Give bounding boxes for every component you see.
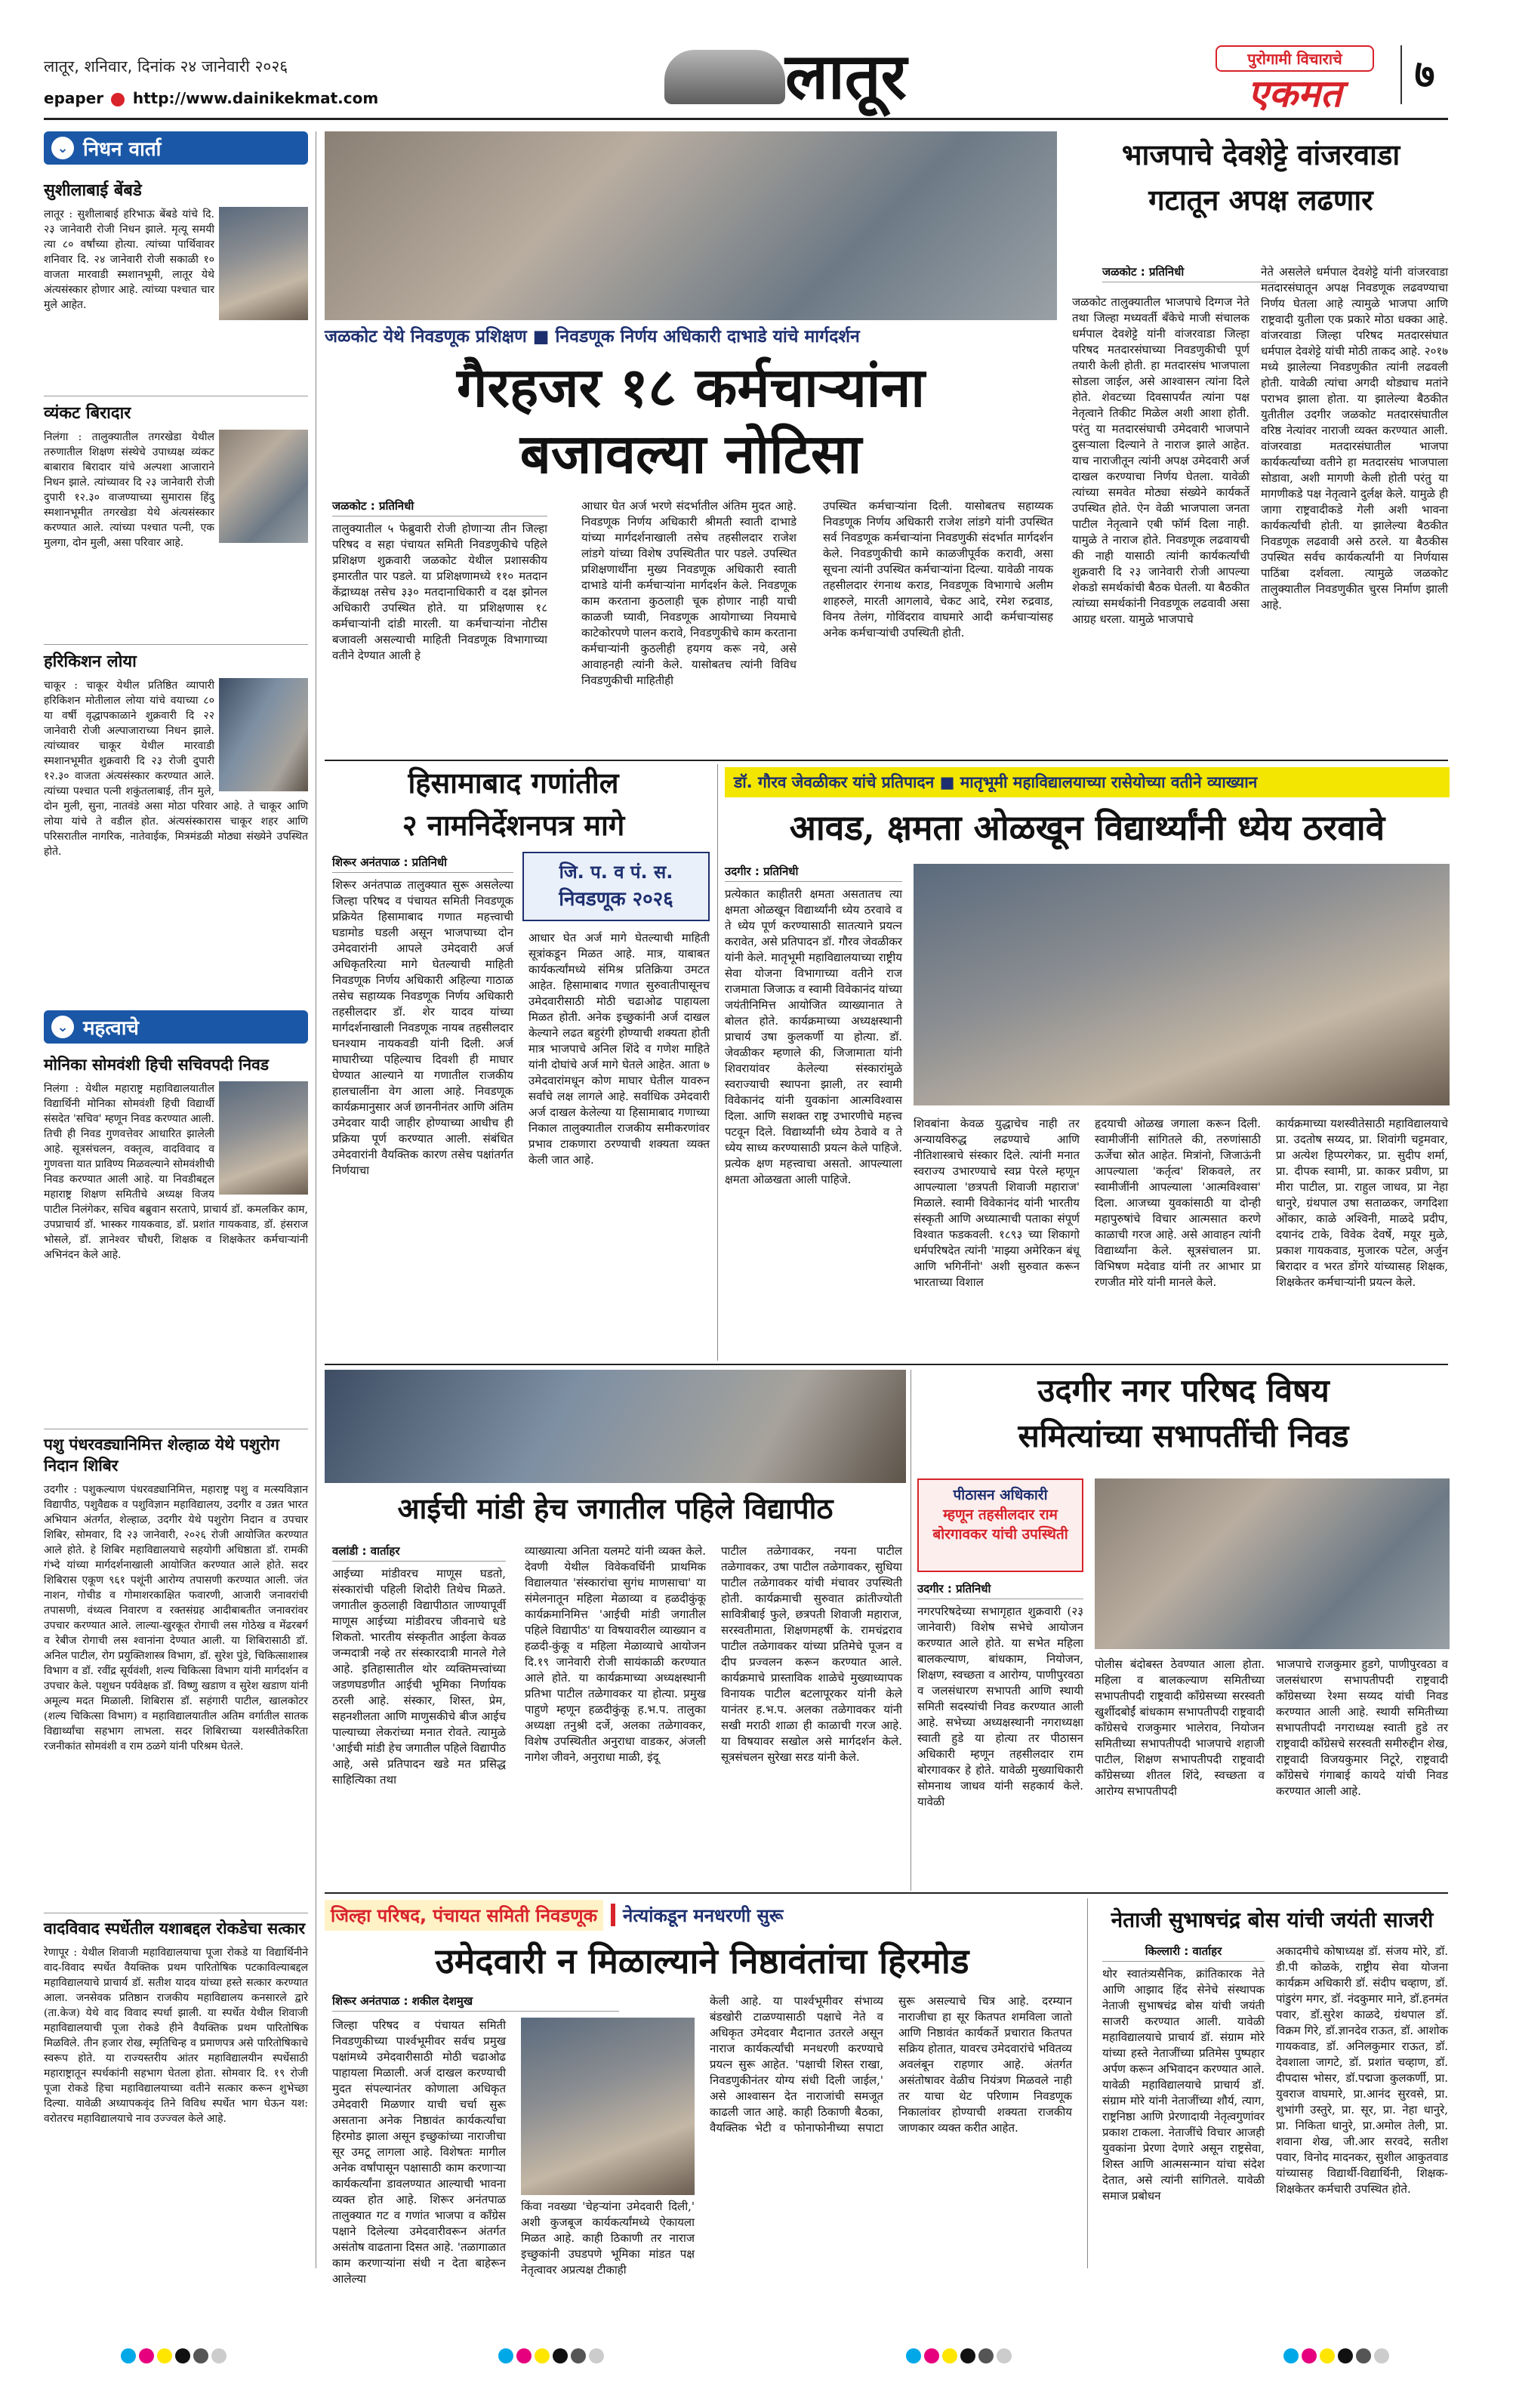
- reg-dot: [1302, 2348, 1317, 2363]
- reg-dot: [498, 2348, 513, 2363]
- zp-strip: [325, 1898, 1080, 1932]
- reg-dot: [1283, 2348, 1299, 2363]
- obit-title-1: सुशीलाबाई बेंबडे: [44, 181, 142, 200]
- masthead: [0, 0, 1516, 136]
- aai-headline: आईची मांडी हेच जगातील पहिले विद्यापीठ: [397, 1491, 833, 1525]
- devshette-headline-1: भाजपाचे देवशेट्टे वांजरवाडा: [1121, 137, 1400, 171]
- umedvari-headline: उमेदवारी न मिळाल्याने निष्ठावंतांचा हिरमोड: [435, 1941, 969, 1981]
- umedvari-col-1: जिल्हा परिषद व पंचायत समिती निवडणुकीच्या पार्श्वभूमीवर सर्वच प्रमुख पक्षांमध्ये उमेदवारीसाठी मोठी चढाओढ पाहायला मिळाली. अर्ज दाखल करण्याची मुदत संपल्यानंतर कोणाला अधिकृत उमेदवारी मिळणार याची चर्चा सुरू असताना अनेक निष्ठावंत कार्यकर्त्यांचा हिरमोड झाला असून इच्छुकांच्या नाराजीचा सूर उमटू लागला आहे. विशेषतः मागील अनेक वर्षांपासून पक्षासाठी काम करणाऱ्या कार्यकर्त्यांना डावलण्यात आल्याची भावना व्यक्त होत आहे. शिरूर अनंतपाळ तालुक्यात गट व गणांत भाजपा व काँग्रेस पक्षाने दिलेल्या उमेदवारीवरून अंतर्गत असंतोष वाढताना दिसत आहे. 'तळागाळात काम करणाऱ्यांना संधी न देता बाहेरून आलेल्या: [332, 2018, 510, 2286]
- gaurav-kicker: [725, 767, 1450, 797]
- obit-photo-3: [219, 678, 308, 791]
- samiti-portraits: [1095, 1478, 1450, 1649]
- election-box-line-2: निवडणूक २०२६: [559, 888, 673, 911]
- gaurav-col-3: हृदयाची ओळख जगाला करून दिली. स्वामीजींनी सांगितले की, तरुणांसाठी ऊर्जेचा स्रोत आहेत. मित्रांनो, जिजाऊंनी आपल्याला 'कर्तृत्व' शिकवले, तर स्वामीजींनी आपल्याला 'आत्मविश्वास' दिला. आजच्या युवकांसाठी या दोन्ही महापुरुषांचे विचार आत्मसात करणे काळाची गरज आहे. असे आवाहन त्यांनी विद्यार्थ्यांना केले. सूत्रसंचालन प्रा. विभिषण मदेवाड यांनी तर आभार प्रा रणजीत मोरे यांनी मानले केले.: [1095, 1117, 1265, 1289]
- item-body-3: रेणापूर : येथील शिवाजी महाविद्यालयाचा पूजा रोकडे या विद्यार्थिनीने वाद-विवाद स्पर्धेत वैयक्तिक प्रथम पारितोषिक पटकाविल्याबद्दल महाविद्यालयाचे प्राचार्य डॉ. सतीश यादव यांच्या हस्ते सत्कार करण्यात आला. जनसेवक प्रतिष्ठान राजकीय महाविद्यालय कनसारले द्वारे (ता.केज) येथे वाद विवाद स्पर्धा झाली. या स्पर्धेत येथील शिवाजी महाविद्यालयाची पूजा रोकडे हीने वैयक्तिक प्रथम पारितोषिक मिळविले. तीन हजार रोख, स्मृतिचिन्ह व प्रमाणपत्र असे पारितोषिकाचे स्वरूप होते. या राज्यस्तरीय आंतर महाविद्यालयीन स्पर्धेसाठी महाराष्ट्रातून स्पर्धकांनी सहभाग घेतला होता. सोमवार दि. १९ रोजी पूजा रोकडे हिचा महाविद्यालयाच्या वतीने सत्कार करून शुभेच्छा दिल्या. यावेळी अध्यापकवृंद तिने विविध स्पर्धेत भाग घेऊन यश: वरोतरच महाविद्यालयाचे नाव उज्ज्वल केले आहे.: [44, 1947, 312, 2125]
- reg-dot: [942, 2348, 957, 2363]
- item-body-2: उदगीर : पशुकल्याण पंधरवड्यानिमित्त, महाराष्ट्र पशु व मत्स्यविज्ञान विद्यापीठ, पशुवैद्यक व पशुविज्ञान महाविद्यालय, उदगीर व उन्नत भारत अभियान अंतर्गत, शेल्हाळ, उदगीर येथे पशुरोग निदान व उपचार शिबिर, सोमवार, दि २३ जानेवारी, २०२६ रोजी आयोजित करण्यात आले होते. हे शिबिर महाविद्यालयाचे सहयोगी अधिष्ठाता डॉ. रामकी गंभ्दे यांच्या मार्गदर्शनाखाली आयोजित करण्यात आले होते. सदर शिबिरास एकूण ९६१ पशूंनी आरोग्य तपासणी करण्यात आली. जंत नाशन, गोचीड व गोमाशरकाक्षित फवारणी, आजारी जनावरांची तपासणी, वंध्यत्व निवारण व रक्तसंग्रह आदीबाबतीत जनावरांवर उपचार करण्यात आले. लाल्या-खुरकूत रोगाची लस गोठेख व मेंढरबर्ग व रेबीज रोगाची लस श्वानांना देण्यात आली. या शिबिरासाठी डॉ. अनिल पाटील, रोग प्रयुक्तिशास्त्र विभाग, डॉ. सुरेश पुंडे, चिकित्साशास्त्र विभाग व डॉ. रवींद्र सूर्यवंशी, शल्य चिकित्सा विभाग यांनी मार्गदर्शन व उपचार केले. पशुधन पर्यवेक्षक डॉ. विष्णु खडाण व सुरेश खडाण यांनी अमूल्य मदत मिळाली. शिबिरास डॉ. सहंगारी पाटील, खालकोटर (शल्य चिकित्सा विभाग) व महाविद्यालयातील अतिम वर्गातील सातक विद्यार्थ्यांचा सहभाग लाभला. सदर शिबिराच्या यशस्वीतेकरिता रजनीकांत सोमवंशी व राम ठळगे यांनी परिश्रम घेतले.: [44, 1484, 312, 1753]
- item-photo-1: [219, 1081, 308, 1195]
- reg-dot: [516, 2348, 532, 2363]
- reg-dot: [1356, 2348, 1371, 2363]
- site-url[interactable]: http://www.dainikekmat.com: [132, 89, 379, 107]
- subhash-col-2: अकादमीचे कोषाध्यक्ष डॉ. संजय मोरे, डॉ. डी.पी कोळके, राष्ट्रीय सेवा योजना कार्यक्रम अधिकारी डॉ. संदीप चव्हाण, डॉ. पांडुरंग मगर, डॉ. नंदकुमार माने, डॉ.हनमंत पवार, डॉ.सुरेश काळदे, ग्रंथपाल डॉ. विक्रम गिरे, डॉ.ज्ञानदेव राऊत, डॉ. आशोक गायकवाड, डॉ. अनिलकुमार राऊत, डॉ. देवशाला जागटे, डॉ. प्रशांत चव्हाण, डॉ. दीपदास भोसर, डॉ.पद्मजा कुलकर्णी, प्रा. युवराज वाघमारे, प्रा.आनंद सुरवसे, प्रा. शुभांगी उस्तुरे, प्रा. सूर, प्रा. नेहा धानुरे, प्रा. निकिता धानुरे, प्रा.अमोल तेली, प्रा. शवाना शेख, जी.आर सरवदे, सतीश पवार, विनोद मादनकर, सुशील आकुतवाड यांच्यासह विद्यार्थी-विद्यार्थिनी, शिक्षक- शिक्षकेतर कर्मचारी उपस्थित होते.: [1276, 1944, 1452, 2196]
- column-divider: [717, 764, 718, 1361]
- samiti-byline: उदगीर : प्रतिनिधी: [917, 1581, 1083, 1599]
- reg-dot: [924, 2348, 939, 2363]
- aai-photo: [325, 1370, 906, 1483]
- obit-photo-1: [219, 207, 308, 320]
- reg-dot: [960, 2348, 975, 2363]
- reg-dot: [1320, 2348, 1335, 2363]
- devshette-col-2: नेते असलेले धर्मपाल देवशेट्टे यांनी वांजरवाडा मतदारसंघातून अपक्ष निवडणूक लढवण्याचा निर्णय घेतला आहे त्यामुळे भाजपा आणि राष्ट्रवादी युतीला एक प्रकारे मोठा धक्का आहे. वांजरवाडा जिल्हा परिषद मतदारसंघात धर्मपाल देवशेट्टे यांची मोठी ताकद आहे. २०१७ मध्ये झालेल्या निवडणुकीत त्यांनी लढवली होती. यावेळी त्यांचा अगदी थोड्याच मतांने पराभव झाला होता. या झालेल्या बैठकीत युतीतील उदगीर जळकोट मतदारसंघातील वरिष्ठ नेत्यांवर नाराजी व्यक्त करण्यात आली. वांजरवाडा मतदारसंघातील भाजपा कार्यकर्त्यांच्या वतीने हा मतदारसंघ भाजपाला सोडावा, अशी मागणी केली होती परंतु या मागणीकडे पक्ष नेतृत्वाने दुर्लक्ष केले. यामुळे ही जागा राष्ट्रवादीकडे गेली अशी भावना कार्यकर्त्यांची होती. या झालेल्या बैठकीत निवडणूक लढवावी असे ठरले. या बैठकीस उपस्थित सर्वच कार्यकर्त्यांनी या निर्णयास पाठिंबा दर्शवला. त्यामुळे जळकोट तालुक्यातील निवडणुकीत चुरस निर्माण झाली आहे.: [1261, 265, 1452, 612]
- zp-strip-rest: नेत्यांकडून मनधरणी सुरू: [623, 1904, 784, 1926]
- column-divider: [1087, 1898, 1088, 2268]
- zp-strip-label: जिल्हा परिषद, पंचायत समिती निवडणूक: [325, 1900, 603, 1931]
- election-box: [522, 852, 710, 921]
- item-body-1: निलंगा : येथील महाराष्ट्र महाविद्यालयातील विद्यार्थिनी मोनिका सोमवंशी हिची विद्यार्थी संसदेत 'सचिव' म्हणून निवड करण्यात आली. तिची ही निवड गुणवत्तेवर आधारित झालेली आहे. सूत्रसंचलन, वक्तृत्व, वादविवाद व गुणवत्ता यात प्राविण्य मिळवल्याने सोमवंशीची निवड करण्यात आली आहे. या निवडीबद्दल महाराष्ट्र शिक्षण समितीचे अध्यक्ष विजय पाटील निलंगेकर, सचिव बब्रुवान सरतापे, प्राचार्य डॉ. कमलकिर काम, उपप्राचार्य डॉ. भास्कर गायकवाड, डॉ. प्रशांत गायकवाड, डॉ. हंसराज भोसले, डॉ. ज्ञानेश्वर चौधरी, शिक्षक व शिक्षकेतर कर्मचाऱ्यांनी अभिनंदन केले आहे.: [44, 1083, 312, 1261]
- sidebar: [44, 131, 312, 2261]
- section-rule-1: [325, 760, 1448, 761]
- subhash-byline: किल्लारी : वार्ताहर: [1102, 1944, 1265, 1962]
- important-header-label: महत्वाचे: [83, 1017, 139, 1040]
- samiti-headline-1: उदगीर नगर परिषद विषय: [1037, 1372, 1330, 1409]
- aai-byline: वलांडी : वार्ताहर: [332, 1543, 506, 1562]
- hisamabad-col-1: शिरूर अनंतपाळ तालुक्यात सुरू असलेल्या जिल्हा परिषद व पंचायत समिती निवडणूक प्रक्रियेत हिसामाबाद गणात महत्त्वाची घडामोड घडली असून भाजपाच्या दोन उमेदवारांनी आपले उमेदवारी अर्ज अधिकृतरित्या मागे घेतल्याची माहिती निवडणूक निर्णय अधिकारी अहिल्या गाठाळ तसेच सहाय्यक निवडणूक निर्णय अधिकारी तहसीलदार डॉ. शेर यादव यांच्या मार्गदर्शनाखाली निवडणूक नायब तहसीलदार घनश्याम नायकवडी यांनी दिली. अर्ज माघारीच्या पहिल्याच दिवशी ही माघार घेण्यात आल्याने या गणातील राजकीय हालचालींना वेग आला आहे. निवडणूक कार्यक्रमानुसार अर्ज छाननीनंतर आणि अंतिम उमेदवार यादी जाहीर होण्याच्या आधीच ही प्रक्रिया पूर्ण करण्यात आली. संबंधित उमेदवारांनी वैयक्तिक कारण तसेच पक्षांतर्गत निर्णयाचा: [332, 878, 517, 1177]
- election-box-line-1: जि. प. व पं. स.: [559, 862, 673, 883]
- samiti-col-3: भाजपाचे राजकुमार हुडगे, पाणीपुरवठा व जलसंधारण सभापतीपदी राष्ट्रवादी काँग्रेसच्या रेश्मा सय्यद यांची निवड करण्यात आली आहे. स्थायी समितीच्या सभापतीपदी नगराध्यक्ष स्वाती हुडे तर राष्ट्रवादी काँग्रेसचे सरस्वती समीरुद्दीन शेख, राष्ट्रवादी विजयकुमार निटूरे, राष्ट्रवादी काँग्रेसचे गंगाबाई कायदे यांची निवड करण्यात आली आहे.: [1276, 1657, 1452, 1798]
- page-number: ७: [1400, 45, 1447, 104]
- section-rule-2: [325, 1364, 1448, 1365]
- umedvari-cartoon-caption: किंवा नवख्या 'चेहऱ्यांना उमेदवारी दिली,' अशी कुजबूज कार्यकर्त्यांमध्ये ऐकायला मिळत आहे. काही ठिकाणी तर नाराज इच्छुकांनी उघडपणे भूमिका मांडत पक्ष नेतृत्वावर अप्रत्यक्ष टीकाही: [521, 2200, 698, 2277]
- reg-dot: [589, 2348, 604, 2363]
- brand-logo: [1216, 45, 1374, 121]
- obit-body-3: चाकूर : चाकूर येथील प्रतिष्ठित व्यापारी हरिकिशन मोतीलाल लोया यांचे वयाच्या ८० या वर्षी वृद्धापकाळाने शुक्रवारी दि २२ जानेवारी रोजी अल्पाजाराच्या निधन झाले. त्यांच्यावर चाकूर येथील मारवाडी स्मशानभूमीत शुक्रवारी दि २३ रोजी दुपारी १२.३० वाजता अंत्यसंस्कार करण्यात आले. त्यांच्या पश्चात पत्नी शकुंतलाबाई, तीन मुले, दोन मुली, सुना, नातवंडे असा मोठा परिवार आहे. ते चाकूर आणि लोया यांचे ते वडील होत. अंत्यसंस्कारास चाकूर शहर आणि परिसरातील नागरिक, नातेवाईक, मित्रमंडळी मोठ्या संख्येने उपस्थित होते.: [44, 680, 312, 858]
- obit-title-2: व्यंकट बिरादार: [44, 396, 308, 424]
- reg-dot: [121, 2348, 136, 2363]
- devshette-headline-2: गटातून अपक्ष लढणार: [1148, 183, 1373, 217]
- devshette-byline: जळकोट : प्रतिनिधी: [1102, 264, 1276, 282]
- reg-dot: [211, 2348, 226, 2363]
- reg-dot: [1374, 2348, 1389, 2363]
- item-title-2: पशु पंधरवड्यानिमित्त शेल्हाळ येथे पशुरोग निदान शिबिर: [44, 1429, 308, 1476]
- reg-dot: [571, 2348, 586, 2363]
- subhash-col-1: थोर स्वातंत्र्यसैनिक, क्रांतिकारक नेते आणि आझाद हिंद सेनेचे संस्थापक नेताजी सुभाषचंद्र बोस यांची जयंती साजरी करण्यात आली. यावेळी महाविद्यालयाचे प्राचार्य डॉ. संग्राम मोरे यांच्या हस्ते नेताजींच्या प्रतिमेस पुष्पहार अर्पण करून अभिवादन करण्यात आले. यावेळी महाविद्यालयाचे प्राचार्य डॉ. संग्राम मोरे यांनी नेताजींच्या शौर्य, त्याग, राष्ट्रनिष्ठा आणि प्रेरणादायी नेतृत्वगुणांवर प्रकाश टाकला. नेताजींचे विचार आजही युवकांना प्रेरणा देणारे असून राष्ट्रसेवा, शिस्त आणि आत्मसन्मान यांचा संदेश देतात, असे त्यांनी सांगितले. यावेळी समाज प्रबोधन: [1102, 1967, 1268, 2203]
- lead-photo: [325, 131, 1057, 320]
- reg-dot: [535, 2348, 550, 2363]
- gaurav-col-4: कार्यक्रमाच्या यशस्वीतेसाठी महाविद्यालयाचे प्रा. उदतोष सय्यद, प्रा. शिवांगी चट्टमवार, प्रा अत्येश हिप्परगेकर, प्रा. सुदीप शर्मा, प्रा. दीपक स्वामी, प्रा. काकर प्रवीण, प्रा मीरा पाटील, प्रा. राहुल जाधव, प्रा नेहा धानुरे, ग्रंथपाल उषा सताळकर, जगदिशा ओंकार, काळे अश्विनी, माळदे प्रदीप, दयानंद टाके, विवेक देवर्षे, मयूर मुळे, प्रकाश गायकवाड, मुजारक पटेल, अर्जुन बिरादार व भरत डोंगरे यांच्यासह शिक्षक, शिक्षकेतर कर्मचाऱ्यांनी प्रयत्न केले.: [1276, 1117, 1452, 1289]
- hisamabad-headline-1: हिसामाबाद गणांतील: [408, 766, 619, 800]
- city-skyline-illustration: [664, 50, 785, 104]
- important-header: [44, 1010, 308, 1044]
- gaurav-photo: [914, 864, 1450, 1105]
- umedvari-col-2: केली आहे. या पार्श्वभूमीवर संभाव्य बंडखोरी टाळण्यासाठी पक्षाचे नेते व अधिकृत उमेदवार मैदानात उतरले असून नाराज कार्यकर्त्यांची मनधरणी करण्याचे प्रयत्न सुरू आहेत. 'पक्षाची शिस्त राखा, निवडणुकीनंतर योग्य संधी दिली जाईल,' असे आश्वासन देत नाराजांची समजूत काढली जात आहे. काही ठिकाणी बैठका, वैयक्तिक भेटी व फोनाफोनीच्या सपाटा सुरू असल्याचे चित्र आहे. दरम्यान नाराजीचा हा सूर कितपत शमविला जातो आणि निष्ठावंत कार्यकर्ते प्रचारात कितपत सक्रिय होतात, यावरच उमेदवारांचे भवितव्य अवलंबून राहणार आहे. अंतर्गत असंतोषावर वेळीच नियंत्रण मिळवले नाही तर याचा थेट परिणाम निवडणूक निकालांवर होण्याची शक्यता राजकीय जाणकार व्यक्त करीत आहेत.: [710, 1994, 1076, 2135]
- devshette-col-1: जळकोट तालुक्यातील भाजपाचे दिग्गज नेते तथा जिल्हा मध्यवर्ती बँकेचे माजी संचालक धर्मपाल देवशेट्टे यांनी वांजरवाडा जिल्हा परिषद मतदारसंघाच्या निवडणुकीची पूर्ण तयारी केली होती. हा मतदारसंघ भाजपाला सोडला जाईल, असे आश्वासन त्यांना दिले होते. शेवटच्या दिवसापर्यंत त्यांना पक्ष नेतृत्वाने तिकीट मिळेल अशी आशा होती. परंतु या मतदारसंघाची उमेदवारी भाजपाने दुसऱ्याला दिल्याने ते नाराज झाले आहेत. याच नाराजीतून त्यांनी अपक्ष उमेदवारी अर्ज दाखल करण्याचा निर्णय घेतला. यावेळी त्यांच्या समवेत मोठ्या संख्येने कार्यकर्ते उपस्थित होते. ऐन वेळी भाजपाला जनता पाटील नेतृत्वाने एबी फॉर्म दिला नाही. यामुळे ते नाराज होते. निवडणूक लढवायची की नाही यासाठी त्यांनी कार्यकर्त्यांची शुक्रवारी दि २३ जानेवारी रोजी आपल्या शेकडो समर्थकांची बैठक घेतली. या बैठकीत त्यांच्या समर्थकांनी निवडणूक लढवावी असा आग्रह धरला. यामुळे भाजपाचे: [1072, 295, 1253, 626]
- reg-dot: [1338, 2348, 1353, 2363]
- hisamabad-headline-2: २ नामनिर्देशनपत्र मागे: [402, 808, 625, 842]
- obit-body-1: लातूर : सुशीलाबाई हरिभाऊ बेंबडे यांचे दि. २३ जानेवारी रोजी निधन झाले. मृत्यू समयी त्या ८० वर्षांच्या होत्या. त्यांच्या पार्थिवावर शनिवार दि. २४ जानेवारी रोजी सकाळी १० वाजता मारवाडी स्मशानभूमी, लातूर येथे अंत्यसंस्कार होणार आहे. त्यांच्या पश्चात चार मुले आहेत.: [44, 208, 218, 311]
- lead-headline-1: गैरहजर १८ कर्मचाऱ्यांना: [456, 355, 926, 419]
- samiti-headline-2: समित्यांच्या सभापतींची निवड: [1018, 1417, 1349, 1454]
- samiti-col-1: नगरपरिषदेच्या सभागृहात शुक्रवारी (२३ जानेवारी) विशेष सभेचे आयोजन करण्यात आले होते. या सभेत महिला बालकल्याण, बांधकाम, नियोजन, शिक्षण, स्वच्छता व आरोग्य, पाणीपुरवठा व जलसंधारण सभापती आणि स्थायी समिती सदस्यांची निवड करण्यात आली आहे. सभेच्या अध्यक्षस्थानी नगराध्यक्षा स्वाती हुडे या होत्या तर पीठासन अधिकारी म्हणून तहसीलदार राम बोरगावकर हे होते. यावेळी मुख्याधिकारी सोमनाथ जाधव यांनी सहकार्य केले. यावेळी: [917, 1605, 1087, 1808]
- lead-col-3: उपस्थित कर्मचाऱ्यांना दिली. यासोबतच सहाय्यक निवडणूक निर्णय अधिकारी राजेश लांडगे यांनी उपस्थित सर्व निवडणूक कर्मचाऱ्यांना निवडणुकी संदर्भात मार्गदर्शन केले. निवडणुकीची कामे काळजीपूर्वक करावी, असा सूचना त्यांनी उपस्थित कर्मचाऱ्यांना दिल्या. यावेळी नायक तहसीलदार रंगनाथ कराड, निवडणूक विभागाचे अलीम शाहरुले, मारती आगलावे, चेकट आदे, रमेश रुद्रवाड, विनय तेलंग, गोविंदराव वाघमारे आदी कर्मचाऱ्यांसह अनेक कर्मचाऱ्यांची उपस्थिती होती.: [823, 499, 1057, 640]
- brand-tagline: पुरोगामी विचाराचे: [1216, 45, 1374, 72]
- reg-dot: [553, 2348, 568, 2363]
- obit-photo-2: [219, 430, 308, 543]
- reg-dot: [175, 2348, 190, 2363]
- lead-headline-2: बजावल्या नोटिसा: [519, 421, 862, 486]
- brand-name: एकमत: [1247, 71, 1342, 116]
- lead-byline: जळकोट : प्रतिनिधी: [332, 498, 547, 516]
- gaurav-col-1: प्रत्येकात काहीतरी क्षमता असतातच त्या क्षमता ओळखून विद्यार्थ्यांनी ध्येय ठरवावे व ते ध्येय पूर्ण करण्यासाठी सातत्याने प्रयत्न करावेत, असे प्रतिपादन डॉ. गौरव जेवळीकर यांनी केले. मातृभूमी महाविद्यालयाच्या राष्ट्रीय सेवा योजना विभागाच्या वतीने राज राजमाता जिजाऊ व स्वामी विवेकानंद यांच्या जयंतीनिमित्त आयोजित व्याख्यानात ते बोलत होते. कार्यक्रमाच्या अध्यक्षस्थानी प्राचार्य उषा कुलकर्णी या होत्या. डॉ. जेवळीकर म्हणाले की, जिजामाता यांनी शिवरायांवर केलेल्या संस्कारांमुळे स्वराज्याची स्थापना झाली, तर स्वामी विवेकानंद यांनी युवकांना आत्मविश्वास दिला. आणि सशक्त राष्ट्र उभारणीचे महत्त्व पटवून दिले. विद्यार्थ्यांनी ध्येय ठेवावे व ते ध्येय साध्य करण्यासाठी प्रयत्न केले पाहिजे. प्रत्येक क्षण महत्त्वाचा असतो. आपल्याला क्षमता ओळखता आली पाहिजे.: [725, 887, 906, 1186]
- umedvari-byline: शिरूर अनंतपाळ : शकील देशमुख: [332, 1993, 619, 2012]
- hisamabad-col-2: आधार घेत अर्ज मागे घेतल्याची माहिती सूत्रांकडून मिळत आहे. मात्र, याबाबत कार्यकर्त्यांमध्ये संमिश्र प्रतिक्रिया उमटत आहेत. हिसामाबाद गणात सुरुवातीपासूनच उमेदवारीसाठी मोठी चढाओढ पाहायला मिळत होती. अनेक इच्छुकांनी अर्ज दाखल केल्याने लढत बहुरंगी होण्याची शक्यता होती मात्र भाजपाचे अनिल शिंदे व गणेश माहिते यांनी दोघांचे अर्ज मागे घेतले आहेत. आता ७ उमेदवारांमधून कोण माघार घेतील यावरुन सर्वांचे लक्ष लागले आहे. सर्वाधिक उमेदवारी अर्ज दाखल केलेल्या या हिसामाबाद गणाच्या निकाल तालुक्यातील राजकीय समीकरणांवर प्रभाव टाकणारा ठरण्याची शक्यता व्यक्त केली जात आहे.: [528, 931, 713, 1167]
- hisamabad-byline: शिरूर अनंतपाळ : प्रतिनिधी: [332, 855, 513, 873]
- epaper-line[interactable]: [44, 89, 378, 107]
- gaurav-kicker-text: डॉ. गौरव जेवळीकर यांचे प्रतिपादन ■ मातृभूमी महाविद्यालयाच्या रासेयोच्या वतीने व्याख्यान: [734, 773, 1258, 791]
- globe-icon: [111, 93, 125, 106]
- umedvari-cartoon: [521, 2018, 695, 2195]
- item-title-3: वादविवाद स्पर्धेतील यशाबद्दल रोकडेचा सत्कार: [44, 1913, 308, 1939]
- gaurav-byline: उदगीर : प्रतिनिधी: [725, 864, 902, 882]
- lead-col-2: आधार घेत अर्ज भरणे संदर्भातील अंतिम मुदत आहे. निवडणूक निर्णय अधिकारी श्रीमती स्वाती दाभाडे यांच्या मार्गदर्शनाखाली तसेच तहसीलदार राजेश लांडगे यांच्या विशेष उपस्थितीत पार पडले. उपस्थित प्रशिक्षणार्थींना मुख्य निवडणूक अधिकारी स्वाती दाभाडे यांनी कर्मचाऱ्यांना मार्गदर्शन केले. निवडणूक काम करताना कुठलाही चूक होणार नाही याची काळजी घ्यावी, निवडणूक आयोगाच्या नियमाचे काटेकोरपणे पालन करावे, निवडणुकीचे काम करताना कर्मचाऱ्यांनी कुठलीही हयगय करू नये, असे आवाहनही त्यांनी केले. यासोबतच त्यांनी विविध निवडणुकीची माहितीही: [581, 499, 800, 687]
- samiti-box-line-3: बोरगावकर यांची उपस्थिती: [932, 1526, 1068, 1543]
- reg-dot: [157, 2348, 172, 2363]
- obit-title-3: हरिकिशन लोया: [44, 644, 308, 672]
- gaurav-headline: आवड, क्षमता ओळखून विद्यार्थ्यांनी ध्येय ठरवावे: [789, 807, 1385, 848]
- city-title: लातूर: [785, 39, 907, 113]
- gaurav-col-2: शिवबांना केवळ युद्धाचेच नाही तर अन्यायविरुद्ध लढण्याचे आणि नीतिशास्त्राचे संस्कार दिले. त्यांनी मनात स्वराज्य उभारण्याचे स्वप्न पेरले म्हणून आपल्याला 'छत्रपती शिवाजी महाराज' मिळाले. स्वामी विवेकानंद यांनी भारतीय संस्कृती आणि अध्यात्माची पताका संपूर्ण विश्वात फडकवली. १८९३ च्या शिकागो धर्मपरिषदेत त्यांनी 'माझ्या अमेरिकन बंधू आणि भगिनींनो' अशी सुरुवात करून भारताच्या विशाल: [914, 1117, 1083, 1289]
- epaper-label: epaper: [44, 89, 104, 107]
- obit-header-label: निधन वार्ता: [83, 138, 162, 161]
- obit-body-2: निलंगा : तालुक्यातील तगरखेडा येथील तरुणातील शिक्षण संस्थेचे उपाध्यक्ष व्यंकट बाबाराव बिरादार यांचे अल्पशा आजाराने निधन झाले. त्यांच्यावर दि २३ जानेवारी रोजी दुपारी १२.३० वाजण्याच्या सुमारास हिंदु स्मशानभूमीत तगरखेडा येथे अंत्यसंस्कार करण्यात आले. त्यांच्या पश्चात पत्नी, एक मुलगा, दोन मुली, असा परिवार आहे.: [44, 431, 218, 549]
- lead-kicker: जळकोट येथे निवडणूक प्रशिक्षण ■ निवडणूक निर्णय अधिकारी दाभाडे यांचे मार्गदर्शन: [325, 327, 860, 347]
- reg-dot: [978, 2348, 994, 2363]
- aai-col-2: व्याख्यात्या अनिता यलमटे यांनी व्यक्त केले. देवणी येथील विवेकवर्धिनी प्राथमिक विद्यालयात 'संस्कारांचा सुगंध माणसाचा' या संमेलनातून महिला मेळाव्या व हळदीकुंकू कार्यक्रमानिमित्त 'आईची मांडी जगातील पहिले विद्यापीठ' या विषयावरील व्याख्यान व हळदी-कुंकू व महिला मेळाव्याचे आयोजन दि.१९ जानेवारी रोजी सायंकाळी करण्यात आले होते. या कार्यक्रमाच्या अध्यक्षस्थानी प्रतिभा पाटील तळेगावकर या होत्या. प्रमुख पाहुणे म्हणून हळदीकुंकू ह.भ.प. तालुका अध्यक्षा तनुश्री दर्जे, अलका तळेगावकर, विशेष उपस्थितीत अनुराधा वाडकर, अंजली नागेश जीवने, अनुराधा माळी, इंदू: [525, 1544, 710, 1764]
- chevron-down-icon: ⌄: [51, 1016, 74, 1038]
- obit-header: [44, 131, 308, 165]
- samiti-box-line-2: म्हणून तहसीलदार राम: [943, 1506, 1058, 1523]
- subhash-headline: नेताजी सुभाषचंद्र बोस यांची जयंती साजरी: [1111, 1907, 1434, 1932]
- masthead-rule: [44, 118, 1448, 120]
- reg-dot: [193, 2348, 208, 2363]
- chevron-down-icon: ⌄: [51, 137, 74, 159]
- reg-dot: [906, 2348, 921, 2363]
- registration-marks: [0, 2348, 1516, 2379]
- samiti-box-line-1: पीठासन अधिकारी: [953, 1487, 1048, 1503]
- item-title-1: मोनिका सोमवंशी हिची सचिवपदी निवड: [44, 1056, 270, 1074]
- aai-col-1: आईच्या मांडीवरच माणूस घडतो, संस्कारांची पहिली शिदोरी तिथेच मिळते. जगातील कुठलाही विद्यापीठात जाण्यापूर्वी माणूस आईच्या मांडीवरच जीवनाचे धडे शिकतो. भारतीय संस्कृतीत आईला केवळ जन्मदात्री नव्हे तर संस्कारदात्री मानले गेले आहे. इतिहासातील थोर व्यक्तिमत्त्वांच्या जडणघडणीत आईची भूमिका निर्णायक ठरली आहे. संस्कार, शिस्त, प्रेम, सहनशीलता आणि माणुसकीचे बीज आईच पाल्याच्या लेकरांच्या मनात रोवते. त्यामुळे 'आईची मांडी हेच जगातील पहिले विद्यापीठ आहे, असे प्रतिपादन खडे मत प्रसिद्ध साहित्यिका तथा: [332, 1567, 510, 1787]
- aai-col-3: पाटील तळेगावकर, नयना पाटील तळेगावकर, उषा पाटील तळेगावकर, सुधिया पाटील तळेगावकर यांची मंचावर उपस्थिती होती. कार्यक्रमाची सुरुवात क्रांतीज्योती सावित्रीबाई फुले, छत्रपती शिवाजी महाराज, सरस्वतीमाता, शिक्षणमहर्षी के. रामचंद्रराव पाटील तळेगावकर यांच्या प्रतिमेचे पूजन व दीप प्रज्वलन करून करण्यात आले. कार्यक्रमाचे प्रास्ताविक शाळेचे मुख्याध्यापक विनायक पाटील बटलापूरकर यांनी केले यानंतर ह.भ.प. अलका तळेगावकर यांनी सखी मराठी शाळा ही काळाची गरज आहे. या विषयावर सखोल असे मार्गदर्शन केले. सूत्रसंचलन सुरेखा सरड यांनी केले.: [721, 1544, 906, 1764]
- lead-col-1: तालुक्यातील ५ फेब्रुवारी रोजी होणाऱ्या तीन जिल्हा परिषद व सहा पंचायत समिती निवडणुकीचे पहिले प्रशिक्षण शुक्रवारी जळकोट येथील प्रशासकीय इमारतीत पार पडले. या प्रशिक्षणामध्ये ११० मतदान केंद्राध्यक्ष तसेच ३३० मतदानाधिकारी व दक्ष झोनल अधिकारी उपस्थित होते. या प्रशिक्षणास १८ कर्मचाऱ्यांनी दांडी मारली. या कर्मचाऱ्यांना नोटीस बजावली असल्याची माहिती निवडणूक विभागाच्या वतीने देण्यात आली हे: [332, 522, 551, 662]
- reg-dot: [139, 2348, 154, 2363]
- samiti-box: [917, 1478, 1083, 1572]
- dateline: लातूर, शनिवार, दिनांक २४ जानेवारी २०२६: [44, 57, 288, 76]
- zp-strip-separator: [611, 1904, 615, 1926]
- reg-dot: [997, 2348, 1012, 2363]
- samiti-col-2: पोलीस बंदोबस्त ठेवण्यात आला होता. महिला व बालकल्याण समितीच्या सभापतीपदी राष्ट्रवादी काँग्रेसच्या सरस्वती खुर्शीदबोईं बांधकाम सभापतीपदी राष्ट्रवादी काँग्रेसचे राजकुमार भालेराव, नियोजन समितीच्या सभापतीपदी भाजपाचे शहाजी पाटील, शिक्षण सभापतीपदी राष्ट्रवादी काँग्रेसच्या शीतल शिंदे, स्वच्छता व आरोग्य सभापतीपदी: [1095, 1657, 1268, 1798]
- section-rule-3: [325, 1892, 1448, 1894]
